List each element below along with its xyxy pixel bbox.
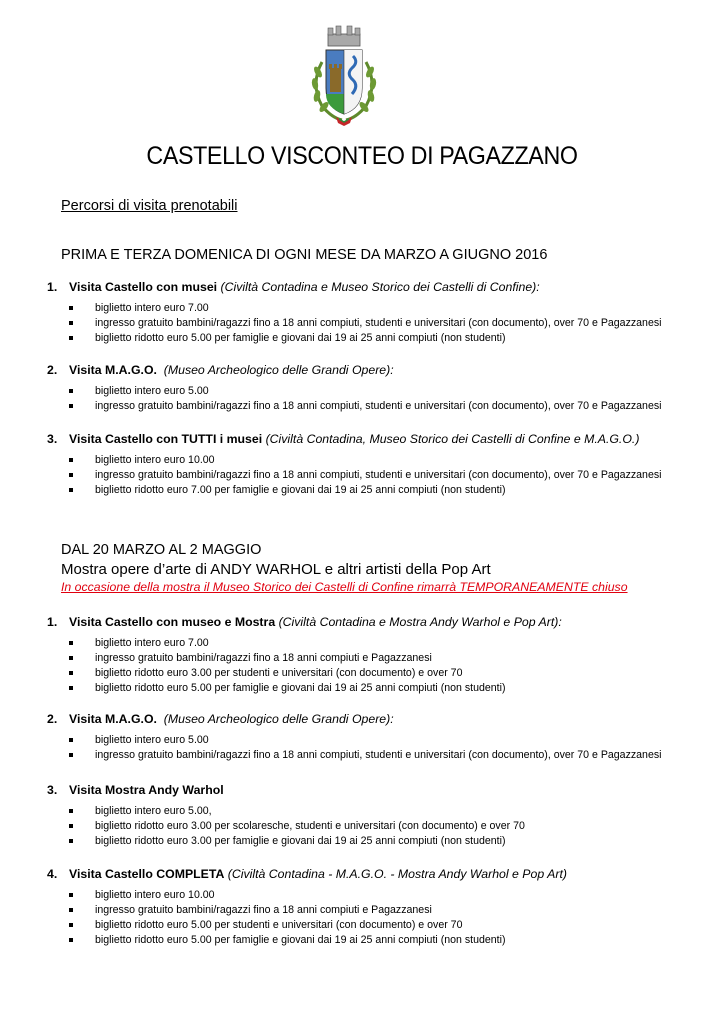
- list-item: biglietto ridotto euro 5.00 per famiglie e giovani dai 19 ai 25 anni compiuti (non studenti): [47, 681, 717, 696]
- item-name: Visita M.A.G.O.: [69, 363, 157, 377]
- list-item: biglietto ridotto euro 5.00 per famiglie e giovani dai 19 ai 25 anni compiuti (non studenti): [47, 331, 717, 346]
- list-item: biglietto intero euro 5.00,: [47, 804, 717, 819]
- item-name: Visita Castello COMPLETA: [69, 867, 225, 881]
- bullet-icon: [69, 321, 73, 325]
- bullet-icon: [69, 839, 73, 843]
- item-name: Visita Mostra Andy Warhol: [69, 783, 224, 797]
- section2-item-3: [47, 782, 717, 849]
- item-number: 2.: [47, 712, 58, 726]
- list-item: biglietto ridotto euro 3.00 per studenti e universitari (con documento) e over 70: [47, 666, 717, 681]
- list-item: ingresso gratuito bambini/ragazzi fino a 18 anni compiuti, studenti e universitari (con documento), over 70 e Pagazzanesi: [47, 748, 717, 763]
- list-item: ingresso gratuito bambini/ragazzi fino a 18 anni compiuti e Pagazzanesi: [47, 651, 717, 666]
- item-name: Visita Castello con museo e Mostra: [69, 615, 276, 629]
- list-item: ingresso gratuito bambini/ragazzi fino a 18 anni compiuti e Pagazzanesi: [47, 903, 717, 918]
- section2-heading-block: [61, 541, 711, 596]
- section1-item-1: [47, 279, 717, 346]
- list-item: biglietto ridotto euro 3.00 per scolaresche, studenti e universitari (con documento) e over 70: [47, 819, 717, 834]
- bullet-list: [47, 804, 717, 849]
- bullet-icon: [69, 738, 73, 742]
- item-number: 3.: [47, 783, 58, 797]
- list-item: biglietto intero euro 10.00: [47, 888, 717, 903]
- item-number: 4.: [47, 867, 58, 881]
- section1-item-2: [47, 362, 717, 414]
- bullet-icon: [69, 473, 73, 477]
- list-item: biglietto ridotto euro 5.00 per studenti e universitari (con documento) e over 70: [47, 918, 717, 933]
- bullet-list: [47, 888, 717, 948]
- section1-heading: PRIMA E TERZA DOMENICA DI OGNI MESE DA MARZO A GIUGNO 2016: [61, 247, 548, 263]
- bullet-list: [47, 636, 717, 696]
- list-item: biglietto intero euro 5.00: [47, 384, 717, 399]
- bullet-icon: [69, 671, 73, 675]
- page-subtitle: Percorsi di visita prenotabili: [61, 198, 238, 214]
- bullet-icon: [69, 938, 73, 942]
- list-item: biglietto ridotto euro 3.00 per famiglie e giovani dai 19 ai 25 anni compiuti (non studenti): [47, 834, 717, 849]
- item-number: 2.: [47, 363, 58, 377]
- coat-of-arms-logo: [308, 22, 380, 126]
- list-item: ingresso gratuito bambini/ragazzi fino a 18 anni compiuti, studenti e universitari (con documento), over 70 e Pagazzanesi: [47, 399, 717, 414]
- list-item: biglietto intero euro 10.00: [47, 453, 717, 468]
- list-item: biglietto ridotto euro 5.00 per famiglie e giovani dai 19 ai 25 anni compiuti (non studenti): [47, 933, 717, 948]
- item-name: Visita Castello con TUTTI i musei: [69, 432, 263, 446]
- list-item: biglietto ridotto euro 7.00 per famiglie e giovani dai 19 ai 25 anni compiuti (non studenti): [47, 483, 717, 498]
- bullet-icon: [69, 686, 73, 690]
- bullet-icon: [69, 908, 73, 912]
- item-name: Visita Castello con musei: [69, 280, 218, 294]
- bullet-list: [47, 733, 717, 763]
- bullet-icon: [69, 389, 73, 393]
- bullet-list: [47, 301, 717, 346]
- bullet-icon: [69, 641, 73, 645]
- bullet-icon: [69, 336, 73, 340]
- bullet-icon: [69, 656, 73, 660]
- section2-item-4: [47, 866, 717, 948]
- section2-item-2: [47, 711, 717, 763]
- bullet-icon: [69, 893, 73, 897]
- item-description: (Museo Archeologico delle Grandi Opere):: [163, 712, 394, 726]
- bullet-icon: [69, 404, 73, 408]
- closure-notice: In occasione della mostra il Museo Storico dei Castelli di Confine rimarrà TEMPORANEAMENTE chiuso: [61, 580, 628, 594]
- item-description: (Civiltà Contadina e Mostra Andy Warhol e Pop Art):: [278, 615, 562, 629]
- item-number: 3.: [47, 432, 58, 446]
- item-description: (Civiltà Contadina e Museo Storico dei Castelli di Confine):: [220, 280, 540, 294]
- bullet-icon: [69, 458, 73, 462]
- list-item: biglietto intero euro 7.00: [47, 636, 717, 651]
- list-item: ingresso gratuito bambini/ragazzi fino a 18 anni compiuti, studenti e universitari (con documento), over 70 e Pagazzanesi: [47, 468, 717, 483]
- bullet-list: [47, 453, 717, 498]
- bullet-icon: [69, 923, 73, 927]
- section1-heading-block: [61, 246, 711, 265]
- section2-heading: DAL 20 MARZO AL 2 MAGGIO: [61, 542, 262, 558]
- item-name: Visita M.A.G.O.: [69, 712, 157, 726]
- list-item: biglietto intero euro 5.00: [47, 733, 717, 748]
- item-number: 1.: [47, 280, 58, 294]
- section1-item-3: [47, 431, 717, 498]
- bullet-icon: [69, 306, 73, 310]
- section2-exhibition-title: Mostra opere d’arte di ANDY WARHOL e altri artisti della Pop Art: [61, 561, 491, 578]
- bullet-icon: [69, 824, 73, 828]
- item-description: (Museo Archeologico delle Grandi Opere):: [163, 363, 394, 377]
- list-item: ingresso gratuito bambini/ragazzi fino a 18 anni compiuti, studenti e universitari (con documento), over 70 e Pagazzanesi: [47, 316, 717, 331]
- bullet-list: [47, 384, 717, 414]
- section2-item-1: [47, 614, 717, 696]
- item-number: 1.: [47, 615, 58, 629]
- item-description: (Civiltà Contadina, Museo Storico dei Castelli di Confine e M.A.G.O.): [265, 432, 640, 446]
- page-title: CASTELLO VISCONTEO DI PAGAZZANO: [146, 142, 578, 170]
- bullet-icon: [69, 809, 73, 813]
- bullet-icon: [69, 488, 73, 492]
- list-item: biglietto intero euro 7.00: [47, 301, 717, 316]
- bullet-icon: [69, 753, 73, 757]
- item-description: (Civiltà Contadina - M.A.G.O. - Mostra Andy Warhol e Pop Art): [227, 867, 567, 881]
